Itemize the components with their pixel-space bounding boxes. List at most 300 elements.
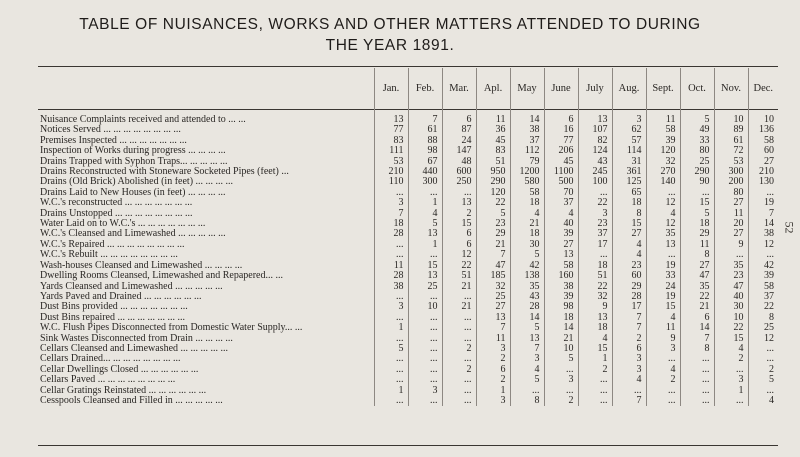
table-cell: 110 (374, 177, 408, 187)
table-cell: 1200 (510, 167, 544, 177)
table-cell: 361 (612, 167, 646, 177)
table-cell: 210 (374, 167, 408, 177)
table-cell: 4 (612, 240, 646, 250)
table-cell: 82 (578, 136, 612, 146)
table-cell: 3 (476, 344, 510, 354)
row-label: Yards Paved and Drained ... ... ... ... ... ... (40, 291, 202, 302)
table-cell: 72 (714, 146, 748, 156)
table-cell: 19 (646, 292, 680, 302)
table-cell: 27 (714, 198, 748, 208)
table-cell: 21 (544, 334, 578, 344)
table-cell: 22 (680, 292, 714, 302)
table-row (38, 344, 778, 354)
table-cell: 19 (646, 261, 680, 271)
table-cell: ... (544, 365, 578, 375)
page-title (0, 14, 780, 56)
table-cell: ... (408, 323, 442, 333)
table-cell: 22 (442, 261, 476, 271)
table-row (38, 209, 778, 219)
table-cell: 77 (374, 125, 408, 135)
table-cell: ... (408, 334, 442, 344)
table-cell: 114 (612, 146, 646, 156)
month-header-row (38, 68, 778, 109)
month-header: June (544, 68, 578, 109)
month-header: Aug. (612, 68, 646, 109)
table-cell: 147 (442, 146, 476, 156)
table-cell: 6 (680, 313, 714, 323)
table-cell: 22 (714, 323, 748, 333)
table-cell: ... (714, 250, 748, 260)
table-cell: 18 (578, 323, 612, 333)
table-cell: 210 (748, 167, 778, 177)
table-cell: 49 (680, 125, 714, 135)
table-cell: 1 (374, 386, 408, 396)
table-cell: 4 (612, 250, 646, 260)
table-cell: 6 (442, 229, 476, 239)
table-cell: 3 (612, 354, 646, 364)
table-cell: 58 (646, 125, 680, 135)
table-cell: ... (680, 365, 714, 375)
table-cell: 21 (442, 302, 476, 312)
table-row (38, 219, 778, 229)
table-cell: ... (408, 344, 442, 354)
table-cell: 13 (578, 115, 612, 125)
table-cell: 90 (680, 177, 714, 187)
table-cell: 7 (476, 250, 510, 260)
table-cell: 7 (374, 209, 408, 219)
table-cell: ... (680, 386, 714, 396)
table-cell: 1 (408, 198, 442, 208)
table-cell: ... (408, 354, 442, 364)
table-cell: 3 (646, 344, 680, 354)
table-cell: 2 (612, 334, 646, 344)
table-cell: ... (374, 292, 408, 302)
table-cell: 25 (748, 323, 778, 333)
table-cell: 5 (680, 209, 714, 219)
table-cell: 12 (442, 250, 476, 260)
bottom-rule (38, 445, 778, 446)
table-cell: 60 (612, 271, 646, 281)
month-header: Nov. (714, 68, 748, 109)
table-cell: 1 (374, 323, 408, 333)
table-cell: 4 (408, 209, 442, 219)
row-label: W.C. Flush Pipes Disconnected from Domestic Water Supply... ... (40, 323, 303, 334)
table-cell: 13 (544, 250, 578, 260)
table-row (38, 250, 778, 260)
row-label: W.C.'s reconstructed ... ... ... ... ... ... ... (40, 198, 193, 209)
title-line-1: TABLE OF NUISANCES, WORKS AND OTHER MATTERS ATTENDED TO DURING (79, 16, 701, 33)
table-cell: 28 (374, 271, 408, 281)
table-cell: 13 (646, 240, 680, 250)
table-cell: 4 (544, 209, 578, 219)
table-cell: 6 (476, 365, 510, 375)
row-label: Drains Trapped with Syphon Traps... ... ... ... ... (40, 156, 228, 167)
row-label: Cesspools Cleansed and Filled in ... ... ... ... ... (40, 395, 223, 406)
table-cell: ... (408, 313, 442, 323)
table-cell: 138 (510, 271, 544, 281)
table-cell: 2 (748, 365, 778, 375)
table-cell: 300 (408, 177, 442, 187)
table-cell: ... (646, 188, 680, 198)
table-cell: 185 (476, 271, 510, 281)
row-label: Notices Served ... ... ... ... ... ... ... ... (40, 125, 181, 136)
table-cell: 28 (374, 229, 408, 239)
table-cell: 19 (748, 198, 778, 208)
table-cell: 88 (408, 136, 442, 146)
table-cell: 17 (612, 302, 646, 312)
table-cell: ... (442, 375, 476, 385)
table-cell: 35 (714, 261, 748, 271)
table-cell: ... (748, 344, 778, 354)
table-cell: 290 (476, 177, 510, 187)
table-cell: 13 (408, 271, 442, 281)
table-cell: 42 (748, 261, 778, 271)
table-cell: 28 (510, 302, 544, 312)
table-cell: 3 (612, 365, 646, 375)
table-cell: 83 (476, 146, 510, 156)
table-cell: 4 (646, 365, 680, 375)
table-cell: ... (680, 375, 714, 385)
table-cell: 7 (510, 344, 544, 354)
table-cell: 60 (748, 146, 778, 156)
table-cell: 9 (646, 334, 680, 344)
table-cell: 24 (442, 136, 476, 146)
table-cell: 11 (680, 240, 714, 250)
table-cell: 13 (374, 115, 408, 125)
table-cell: 5 (510, 250, 544, 260)
table-cell: ... (374, 354, 408, 364)
table-cell: 37 (578, 229, 612, 239)
table-cell: 11 (646, 115, 680, 125)
label-column-header (38, 68, 374, 109)
table-cell: 12 (748, 240, 778, 250)
table-cell: 15 (680, 198, 714, 208)
table-cell: ... (442, 334, 476, 344)
table-cell: 12 (646, 198, 680, 208)
table-cell: ... (748, 188, 778, 198)
table-cell: 1 (476, 386, 510, 396)
table-cell: 22 (476, 198, 510, 208)
table-cell: 47 (476, 261, 510, 271)
table-cell: 2 (476, 354, 510, 364)
table-cell: ... (714, 365, 748, 375)
table-cell: 70 (544, 188, 578, 198)
table-cell: 21 (680, 302, 714, 312)
table-cell: ... (374, 250, 408, 260)
month-header: May (510, 68, 544, 109)
table-cell: ... (442, 354, 476, 364)
table-cell: ... (748, 386, 778, 396)
table-cell: ... (748, 250, 778, 260)
table-cell: 27 (476, 302, 510, 312)
table-cell: 33 (680, 136, 714, 146)
table-cell: 950 (476, 167, 510, 177)
table-cell: 21 (510, 219, 544, 229)
row-label: W.C.'s Cleansed and Limewashed ... ... ... ... ... (40, 229, 226, 240)
table-cell: 40 (544, 219, 578, 229)
table-cell: 37 (544, 198, 578, 208)
table-row (38, 125, 778, 135)
table-cell: 4 (510, 209, 544, 219)
row-label: Drains Laid to New Houses (in feet) ... ... ... ... (40, 187, 226, 198)
table-cell: 31 (612, 157, 646, 167)
table-cell: 43 (578, 157, 612, 167)
table-cell: 8 (612, 209, 646, 219)
table-cell: 29 (476, 229, 510, 239)
table-cell: 51 (442, 271, 476, 281)
table-cell: 7 (748, 209, 778, 219)
table-cell: 51 (578, 271, 612, 281)
table-row (38, 282, 778, 292)
table-row (38, 365, 778, 375)
table-cell: 29 (680, 229, 714, 239)
table-cell: 43 (510, 292, 544, 302)
table-cell: 10 (408, 302, 442, 312)
table-cell: 7 (612, 396, 646, 406)
table-cell: 7 (680, 334, 714, 344)
table-cell: 23 (476, 219, 510, 229)
table-cell: 4 (578, 334, 612, 344)
table-cell: 38 (748, 229, 778, 239)
table-cell: 14 (748, 219, 778, 229)
table-cell: ... (408, 375, 442, 385)
table-cell: 8 (680, 344, 714, 354)
table-cell: ... (646, 354, 680, 364)
table-cell: 4 (714, 344, 748, 354)
table-cell: ... (646, 396, 680, 406)
table-cell: 9 (578, 302, 612, 312)
table-cell: 10 (714, 313, 748, 323)
table-cell: 6 (544, 115, 578, 125)
table-row (38, 396, 778, 406)
table-cell: ... (578, 375, 612, 385)
table-cell: 47 (714, 282, 748, 292)
month-header: Apl. (476, 68, 510, 109)
table-cell: 1 (714, 386, 748, 396)
table-cell: 65 (612, 188, 646, 198)
table-cell: 42 (510, 261, 544, 271)
table-cell: 58 (748, 282, 778, 292)
table-cell: 2 (442, 209, 476, 219)
table-cell: 18 (510, 198, 544, 208)
table-cell: 15 (646, 302, 680, 312)
table-cell: 18 (578, 261, 612, 271)
table-cell: 80 (680, 146, 714, 156)
table-cell: ... (408, 365, 442, 375)
table-cell: 61 (714, 136, 748, 146)
table-cell: 111 (374, 146, 408, 156)
table-cell: 10 (748, 115, 778, 125)
month-header: Sept. (646, 68, 680, 109)
table-cell: ... (578, 250, 612, 260)
table-cell: 7 (612, 313, 646, 323)
table-cell: 21 (476, 240, 510, 250)
table-cell: 2 (442, 344, 476, 354)
month-header: Feb. (408, 68, 442, 109)
table-cell: ... (408, 396, 442, 406)
table-cell: 53 (714, 157, 748, 167)
table-cell: 27 (748, 157, 778, 167)
table-cell: 38 (510, 125, 544, 135)
table-cell: 23 (612, 261, 646, 271)
table-cell: 30 (510, 240, 544, 250)
table-cell: ... (578, 188, 612, 198)
row-label: Drains Unstopped ... ... ... ... ... ... ... ... (40, 208, 193, 219)
table-cell: 37 (748, 292, 778, 302)
table-cell: 80 (714, 188, 748, 198)
table-cell: 30 (714, 302, 748, 312)
table-cell: 12 (646, 219, 680, 229)
table-cell: ... (408, 188, 442, 198)
table-cell: 27 (714, 229, 748, 239)
table-cell: 83 (374, 136, 408, 146)
table-cell: 13 (476, 313, 510, 323)
table-row (38, 115, 778, 125)
table-row (38, 375, 778, 385)
table-cell: ... (442, 386, 476, 396)
table-cell: ... (612, 386, 646, 396)
table-cell: ... (680, 354, 714, 364)
table-row (38, 271, 778, 281)
table-cell: 23 (578, 219, 612, 229)
table-cell: 7 (612, 323, 646, 333)
table-cell: 500 (544, 177, 578, 187)
table-cell: 13 (578, 313, 612, 323)
table-cell: 25 (680, 157, 714, 167)
row-label: Dust Bins provided ... ... ... ... ... ... ... (40, 302, 188, 313)
table-cell: ... (646, 386, 680, 396)
table-cell: 300 (714, 167, 748, 177)
table-row (38, 157, 778, 167)
table-row (38, 198, 778, 208)
table-row (38, 261, 778, 271)
nuisances-table (38, 68, 778, 406)
table-cell: ... (442, 323, 476, 333)
table-cell: 5 (510, 375, 544, 385)
table-cell: ... (442, 313, 476, 323)
row-label: Dwelling Rooms Cleansed, Limewashed and Repapered... ... (40, 271, 283, 282)
table-cell: 32 (476, 282, 510, 292)
table-cell: 5 (408, 219, 442, 229)
table-cell: 11 (476, 115, 510, 125)
table-cell: 38 (374, 282, 408, 292)
table-cell: ... (374, 313, 408, 323)
table-cell: 79 (510, 157, 544, 167)
table-cell: 15 (442, 219, 476, 229)
table-cell: ... (714, 396, 748, 406)
table-cell: 87 (442, 125, 476, 135)
table-cell: 250 (442, 177, 476, 187)
table-cell: 18 (612, 198, 646, 208)
table-cell: 20 (714, 219, 748, 229)
page-number: 52 (782, 221, 797, 234)
table-cell: ... (374, 240, 408, 250)
table-cell: 89 (714, 125, 748, 135)
table-cell: 1100 (544, 167, 578, 177)
table-cell: 160 (544, 271, 578, 281)
table-cell: ... (442, 292, 476, 302)
table-cell: 25 (408, 282, 442, 292)
row-label: Cellars Cleansed and Limewashed ... ... ... ... ... (40, 343, 229, 354)
table-cell: 13 (510, 334, 544, 344)
table-cell: 8 (748, 313, 778, 323)
table-cell: 98 (408, 146, 442, 156)
table-cell: 47 (680, 271, 714, 281)
table-cell: 6 (442, 115, 476, 125)
table-cell: 45 (544, 157, 578, 167)
table-cell: ... (748, 354, 778, 364)
table-cell: 40 (714, 292, 748, 302)
table-cell: 3 (612, 115, 646, 125)
row-label: Premises Inspected ... ... ... ... ... ... ... (40, 135, 187, 146)
row-label: Cellars Drained... ... ... ... ... ... ... ... (40, 354, 181, 365)
table-cell: 11 (476, 334, 510, 344)
table-cell: 77 (544, 136, 578, 146)
table-cell: 3 (510, 354, 544, 364)
table-row (38, 167, 778, 177)
table-cell: 53 (374, 157, 408, 167)
table-cell: 22 (748, 302, 778, 312)
table-cell: 3 (408, 386, 442, 396)
table-cell: 14 (510, 115, 544, 125)
table-cell: 18 (510, 229, 544, 239)
table-cell: 62 (612, 125, 646, 135)
table-cell: 4 (748, 396, 778, 406)
row-label: Dust Bins repaired ... ... ... ... ... ... ... (40, 312, 185, 323)
table-row (38, 292, 778, 302)
table-cell: 21 (442, 282, 476, 292)
table-cell: ... (510, 386, 544, 396)
table-cell: 51 (476, 157, 510, 167)
table-cell: 6 (612, 344, 646, 354)
table-cell: 13 (408, 229, 442, 239)
table-cell: 130 (748, 177, 778, 187)
row-label: Inspection of Works during progress ... ... ... ... (40, 146, 226, 157)
table-cell: ... (578, 386, 612, 396)
row-label: Yards Cleansed and Limewashed ... ... ... ... ... (40, 281, 223, 292)
table-cell: ... (374, 188, 408, 198)
table-cell: 5 (748, 375, 778, 385)
table-cell: 6 (442, 240, 476, 250)
table-cell: 35 (680, 282, 714, 292)
table-cell: 15 (578, 344, 612, 354)
table-row (38, 323, 778, 333)
table-cell: 100 (578, 177, 612, 187)
table-cell: 14 (510, 313, 544, 323)
table-cell: 2 (646, 375, 680, 385)
table-cell: 5 (680, 115, 714, 125)
table-cell: 7 (476, 323, 510, 333)
table-cell: 107 (578, 125, 612, 135)
table-cell: 98 (544, 302, 578, 312)
table-cell: ... (374, 334, 408, 344)
table-cell: 18 (680, 219, 714, 229)
table-cell: ... (374, 396, 408, 406)
table-cell: 22 (578, 198, 612, 208)
table-cell: 600 (442, 167, 476, 177)
table-cell: 35 (510, 282, 544, 292)
table-cell: 3 (578, 209, 612, 219)
table-cell: 8 (510, 396, 544, 406)
table-cell: ... (408, 292, 442, 302)
table-row (38, 177, 778, 187)
row-label: W.C.'s Repaired ... ... ... ... ... ... ... ... (40, 239, 185, 250)
table-cell: 58 (748, 136, 778, 146)
table-cell: 290 (680, 167, 714, 177)
month-header: Oct. (680, 68, 714, 109)
table-cell: 24 (646, 282, 680, 292)
row-label: Nuisance Complaints received and attended to ... ... (40, 115, 246, 125)
